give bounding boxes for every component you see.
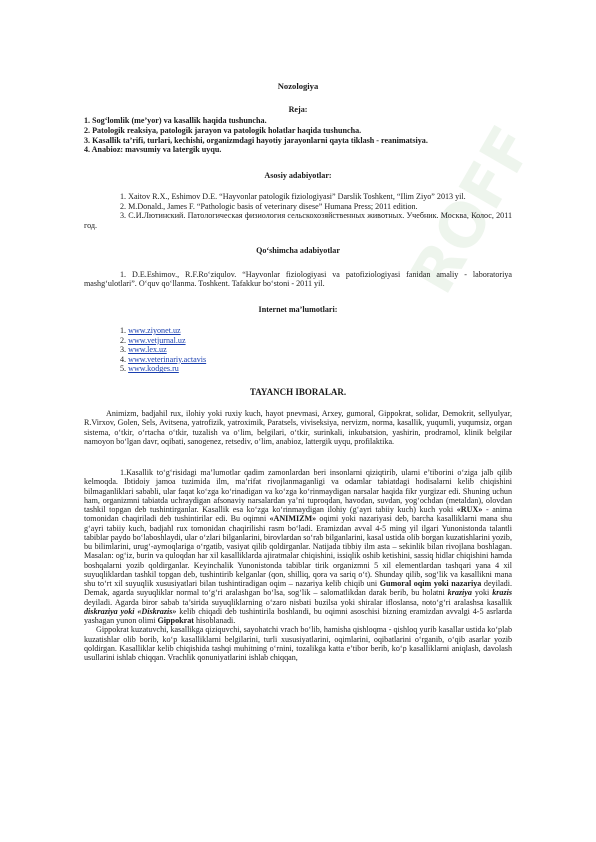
plan-item: 1. Sog‘lomlik (me’yor) va kasallik haqida tushuncha. <box>84 116 267 126</box>
extra-reference-item: 1. D.E.Eshimov., R.F.Ro‘ziqulov. “Hayvonlar fiziologiyasi va patofiziologiyasi fanidan amaliy - laboratoriya mashg‘ulotlari”. O‘quv qo‘llanma. Toshkent. Tafakkur bo‘stoni - 2011 yil. <box>84 269 512 289</box>
link-ziyonet[interactable]: www.ziyonet.uz <box>128 325 181 335</box>
key-terms-title: TAYANCH IBORALAR. <box>249 386 347 397</box>
plan-item: 2. Patologik reaksiya, patologik jarayon va patologik holatlar haqida tushuncha. <box>84 126 362 135</box>
link-veterinariy[interactable]: www.veterinariy.actavis <box>128 354 207 364</box>
main-references-title: Asosiy adabiyotlar: <box>264 170 332 180</box>
reference-item: 2. M.Donald., James F. “Pathologic basis of veterinary disese” Humana Press; 2011 edition. <box>120 201 418 211</box>
link-item: 1. www.ziyonet.uz <box>120 325 181 335</box>
body-paragraph-2: Gippokrat kuzatuvchi, kasallikga qiziquvchi, sayohatchi vrach bo‘lib, hamisha qishloqma - qishloq yurib kasallar ustida ko‘plab kuzatishlar olib borib, ko‘p kasalliklarni belgilarini, turli xususiyatlarini, oqimlarini, oqibatlarini o‘rganib, o‘qib asarlar yozib qoldirgan. Kasalliklar kelib chiqishida tashqi muhitning o‘rnini, tozalikga katta e’tibor berib, ko‘p kasalliklarni aniqlash, davolash usullarini ishlab chiqqan. Vrachlik qonuniyatlarini ishlab chiqqan, <box>84 625 512 663</box>
link-vetjurnal[interactable]: www.vetjurnal.uz <box>128 335 186 345</box>
plan-item: 3. Kasallik ta’rifi, turlari, kechishi, organizmdagi hayotiy jarayonlarni qayta tiklash - reanimatsiya. <box>84 135 428 145</box>
plan-item: 4. Anabioz: mavsumiy va latergik uyqu. <box>84 145 222 155</box>
link-item: 4. www.veterinariy.actavis <box>120 354 207 364</box>
link-item: 5. www.kodges.ru <box>120 364 179 374</box>
page-title: Nozologiya <box>277 81 319 91</box>
link-item: 2. www.vetjurnal.uz <box>120 335 186 345</box>
plan-list <box>84 116 512 154</box>
document-content <box>84 82 512 662</box>
plan-title: Reja: <box>288 105 308 115</box>
svg-text:ROFF: ROFF <box>397 114 548 306</box>
reference-item: 1. Xaitov R.X., Eshimov D.E. “Hayvonlar patologik fiziologiyasi” Darslik Toshkent, “Ilim Ziyo” 2013 yil. <box>120 191 466 201</box>
internet-links-list <box>120 326 512 374</box>
key-terms-paragraph: Animizm, badjahil rux, ilohiy yoki ruxiy kuch, hayot pnevmasi, Arxey, gumoral, Gippokrat, solidar, Demokrit, sellyulyar, R.Virxov, Golen, Sels, Avitsena, yatrofizik, yatroximik, Paratsels, viviseksiya, nervizm, norma, kasallik, yuqumli, yuqumsiz, organ sistema, o‘tkir, o‘rtacha o‘tkir, tuzalish va o‘lim, belgilari, o‘tkir, surinkali, inkubatsion, yashirin, prodramol, klinik belgilar namoyon bo‘lgan davr, oqibati, sanogenez, retsediv, o‘lim, anabioz, lattergik uyqu, profilaktika. <box>84 409 512 446</box>
reference-item: 3. С.И.Лютинский. Патологическая физиология сельскохозяйственных животных. Учебник. Москва, Колос, 2011 год. <box>84 211 512 230</box>
link-lex[interactable]: www.lex.uz <box>128 345 167 355</box>
internet-sources-title: Internet ma’lumotlari: <box>258 304 338 314</box>
link-item: 3. www.lex.uz <box>120 345 167 355</box>
main-references-list <box>84 192 512 230</box>
body-paragraph-1: 1.Kasallik to‘g‘risidagi ma’lumotlar qadim zamonlardan beri insonlarni qiziqtirib, ularni e’tiborini o‘ziga jalb qilib kelmoqda. Ibtidoiy jamoa tuzimida ilm, ma’rifat rivojlanmaganligi va odamlar tabiatdagi hodisalarni kelib chiqishini bilmaganliklari sababli, ular faqat ko‘zga ko‘rinadigan va ko‘zga ko‘rinmaydigan narsalar haqida fikr yurgizar edi. Shuning uchun ham, organizmni tabiatda uchraydigan afsonaviy narsalardan ya’ni tuproqdan, havodan, suvdan, yog‘ochdan (metaldan), olovdan tashkil topgan deb tushintirganlar. Kasallik esa ko‘zga ko‘rinmaydigan ilohiy (g‘ayri tabiiy kuch) kuch yoki «RUX» - anima tomonidan chaqiriladi deb tushintirilar edi. Bu oqimni «ANIMIZM» oqimi yoki nazariyasi deb, barcha kasalliklarni mana shu g‘ayri tabiiy kuch, badjahl rux tomonidan chaqirilishi rasm bo‘ladi. Eramizdan avval 4-5 ming yil ilgari Yunonistonda talantli tabiblar paydo bo‘laboshlaydi, ular o‘zlari bilganlarini, birovlardan so‘rab bilganlarini, kasal ustida olib borgan kuzatishlarini yozib, bu bilimlarini, urug‘-aymoqlariga o‘rgatib, vasiyat qilib qoldirganlar. Natijada tibbiy ilm asta – sekinlik bilan rivojlana boshlagan. Masalan: og‘iz, burin va quloqdan har xil kasalliklarda ajiratmalar chiqishini, issiqlik oshib ketishini, sassiq hidlar chiqishini hamda boshqalarni yozib qoldirganlar. Keyinchalik Yunonistonda tabiblar tirik organizmni 5 xil elementlardan tashqari yana 4 xil suyuqliklardan tashkil topgan deb, tushintirib kelganlar (qon, shilliq, qora va sariq o‘t). Shunday qilib, sog‘lik va kasallikni mana shu to‘rt xil suyuqlik xususiyatlari bilan tushintiradigan oqim – nazariya kelib chiqib uni Gumoral oqim yoki nazariya deyiladi. Demak, agarda suyuqliklar normal to‘g‘ri aralashgan bo‘lsa, sog‘lik – salomatlikdan darak berib, bu holatni kraziya yoki krazis deyiladi. Agarda biror sabab ta’sirida suyuqliklarning o‘zaro nisbati buzilsa yoki shiralar ifloslansa, noto‘g‘ri aralashsa kasallik diskraziya yoki «Diskrazis» kelib chiqadi deb tushintirila boshlandi, bu oqimni asoschisi bizning eramizdan avvalgi 4-5 asrlarda yashagan yunon olimi Gippokrat hisoblanadi. <box>84 468 513 626</box>
link-kodges[interactable]: www.kodges.ru <box>128 364 179 374</box>
extra-references-title: Qo‘shimcha adabiyotlar <box>256 246 340 256</box>
